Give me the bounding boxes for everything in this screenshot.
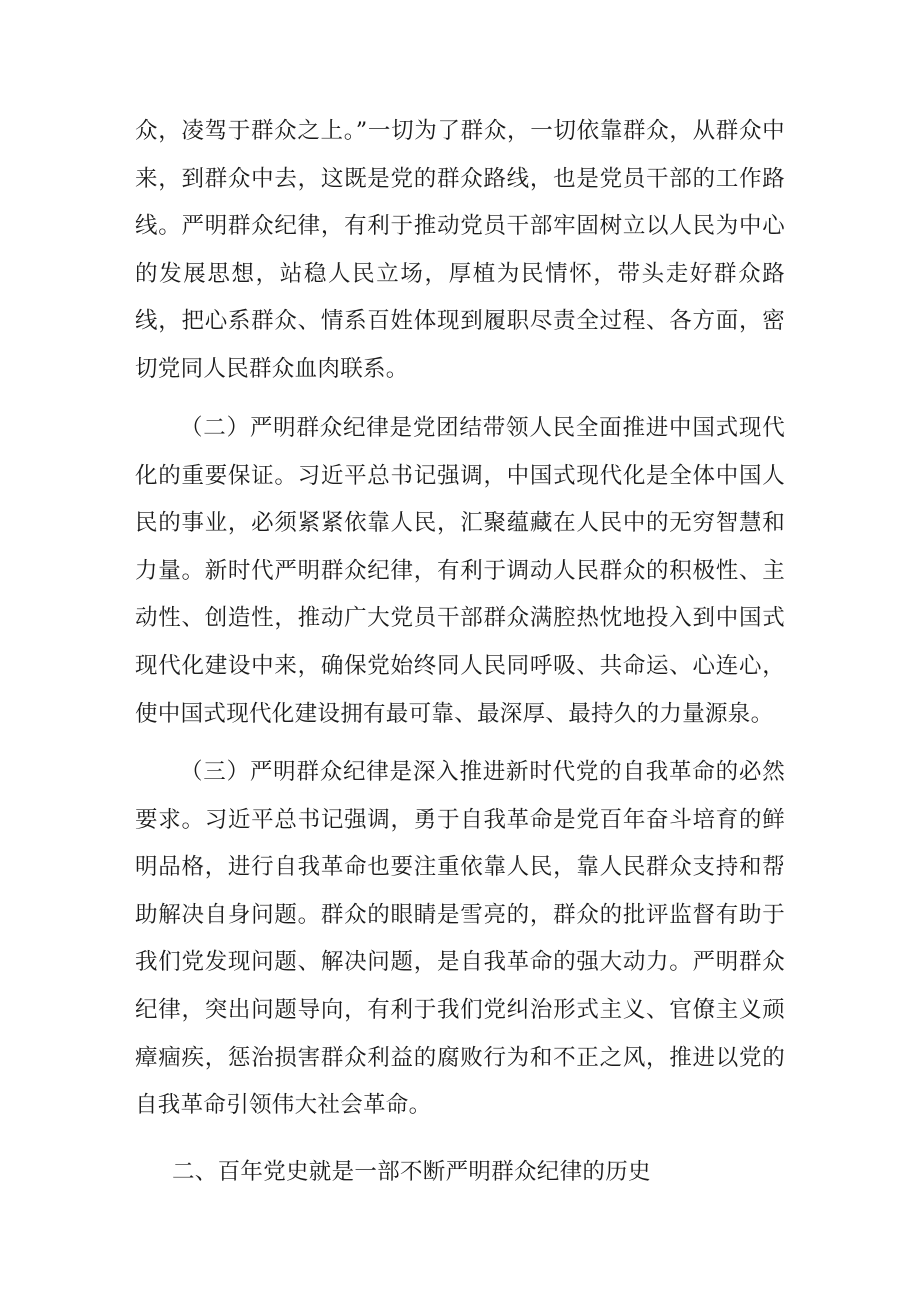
paragraph-continuation: 众，凌驾于群众之上。”一切为了群众，一切依靠群众，从群众中来，到群众中去，这既是党的群众路线，也是党员干部的工作路线。严明群众纪律，有利于推动党员干部牢固树立以人民为中心的发展思想，站稳人民立场，厚植为民情怀，带头走好群众路线，把心系群众、情系百姓体现到履职尽责全过程、各方面，密切党同人民群众血肉联系。 [135,118,785,382]
paragraph-point-three: （三）严明群众纪律是深入推进新时代党的自我革命的必然要求。习近平总书记强调，勇于自我革命是党百年奋斗培育的鲜明品格，进行自我革命也要注重依靠人民，靠人民群众支持和帮助解决自身问题。群众的眼睛是雪亮的，群众的批评监督有助于我们党发现问题、解决问题，是自我革命的强大动力。严明群众纪律，突出问题导向，有利于我们党纠治形式主义、官僚主义顽瘴痼疾，惩治损害群众利益的腐败行为和不正之风，推进以党的自我革命引领伟大社会革命。 [135,759,785,1119]
section-heading: 二、百年党史就是一部不断严明群众纪律的历史 [172,1159,651,1185]
paragraph-point-two: （二）严明群众纪律是党团结带领人民全面推进中国式现代化的重要保证。习近平总书记强调，中国式现代化是全体中国人民的事业，必须紧紧依靠人民，汇聚蕴藏在人民中的无穷智慧和力量。新时代严明群众纪律，有利于调动人民群众的积极性、主动性、创造性，推动广大党员干部群众满腔热忱地投入到中国式现代化建设中来，确保党始终同人民同呼吸、共命运、心连心，使中国式现代化建设拥有最可靠、最深厚、最持久的力量源泉。 [135,415,785,727]
